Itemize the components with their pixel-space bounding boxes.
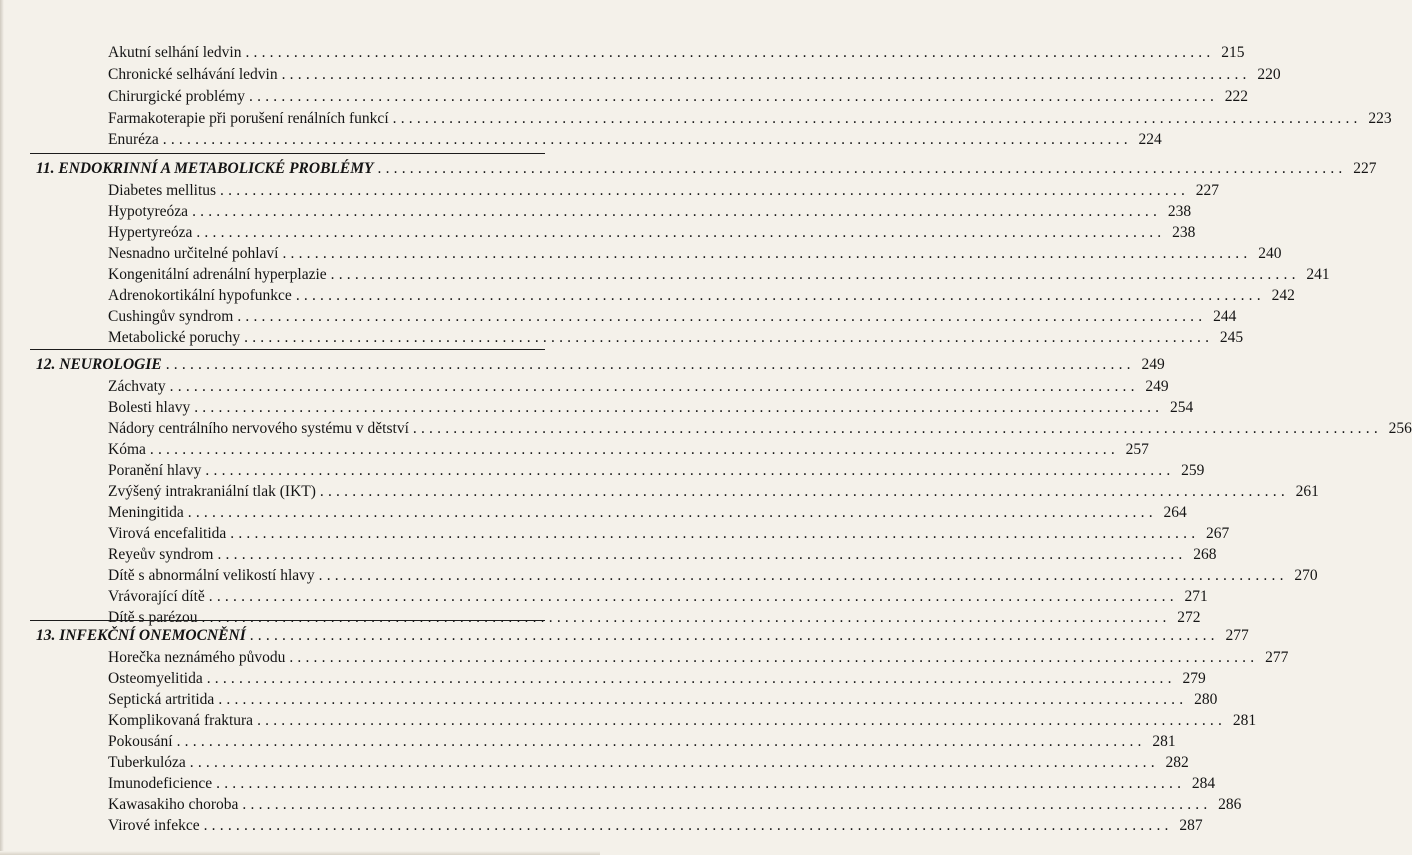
toc-entry-page: 244 <box>1213 308 1237 325</box>
dot-leader: ........................................................................................................................ <box>242 796 1212 813</box>
section-heading-page: 249 <box>1141 356 1165 373</box>
dot-leader: ........................................................................................................................ <box>162 131 1132 148</box>
toc-entry-page: 241 <box>1306 266 1330 283</box>
dot-leader: ........................................................................................................................ <box>281 66 1251 83</box>
toc-entry-title: Vrávorající dítě <box>108 588 205 605</box>
toc-entry-page: 279 <box>1182 670 1206 687</box>
toc-entry[interactable] <box>108 201 1192 223</box>
toc-entry[interactable] <box>108 397 1194 419</box>
toc-entry-page: 257 <box>1125 441 1149 458</box>
dot-leader: ........................................................................................................................ <box>169 378 1139 395</box>
toc-entry-page: 249 <box>1145 378 1169 395</box>
dot-leader: ........................................................................................................................ <box>249 88 1219 105</box>
dot-leader: ........................................................................................................................ <box>412 420 1382 437</box>
dot-leader: ........................................................................................................................ <box>176 733 1146 750</box>
section-heading[interactable] <box>36 625 1249 647</box>
toc-entry-title: Akutní selhání ledvin <box>108 44 242 61</box>
toc-entry-title: Enuréza <box>108 131 159 148</box>
section-heading-title: 12. NEUROLOGIE <box>36 356 162 373</box>
toc-entry-title: Pokousání <box>108 733 173 750</box>
toc-entry-page: 287 <box>1179 817 1203 834</box>
toc-entry[interactable] <box>108 86 1249 108</box>
section-divider <box>30 620 545 621</box>
toc-entry-page: 286 <box>1218 796 1242 813</box>
toc-entry[interactable] <box>108 222 1196 244</box>
toc-entry-title: Poranění hlavy <box>108 462 202 479</box>
toc-entry-title: Cushingův syndrom <box>108 308 234 325</box>
toc-entry-title: Farmakoterapie při porušení renálních funkcí <box>108 110 389 127</box>
toc-entry[interactable] <box>108 794 1242 816</box>
toc-entry[interactable] <box>108 731 1176 753</box>
toc-entry[interactable] <box>108 264 1330 286</box>
toc-entry-title: Diabetes mellitus <box>108 182 217 199</box>
section-heading-title: 13. INFEKČNÍ ONEMOCNĚNÍ <box>36 627 246 644</box>
toc-entry-page: 284 <box>1191 775 1216 792</box>
toc-entry[interactable] <box>108 180 1220 202</box>
toc-entry-page: 282 <box>1165 754 1189 771</box>
dot-leader: ........................................................................................................................ <box>319 483 1289 500</box>
section-divider <box>30 349 545 350</box>
toc-entry-page: 227 <box>1195 182 1220 199</box>
dot-leader: ........................................................................................................................ <box>289 649 1259 666</box>
toc-entry-title: Horečka neznámého původu <box>108 649 286 666</box>
dot-leader: ........................................................................................................................ <box>257 712 1227 729</box>
toc-entry-title: Virová encefalitida <box>108 525 227 542</box>
toc-entry-title: Záchvaty <box>108 378 166 395</box>
toc-entry-title: Dítě s abnormální velikostí hlavy <box>108 567 315 584</box>
toc-entry[interactable] <box>108 460 1205 482</box>
toc-entry[interactable] <box>108 647 1289 669</box>
dot-leader: ........................................................................................................................ <box>216 775 1186 792</box>
dot-leader: ........................................................................................................................ <box>206 670 1176 687</box>
toc-entry[interactable] <box>108 689 1218 711</box>
toc-entry[interactable] <box>108 544 1217 566</box>
toc-entry[interactable] <box>108 129 1162 151</box>
section-heading-page: 277 <box>1225 627 1249 644</box>
toc-entry-page: 271 <box>1184 588 1208 605</box>
dot-leader: ........................................................................................................................ <box>165 356 1135 373</box>
dot-leader: ........................................................................................................................ <box>189 754 1159 771</box>
toc-entry[interactable] <box>108 108 1392 130</box>
dot-leader: ........................................................................................................................ <box>230 525 1200 542</box>
toc-entry[interactable] <box>108 306 1237 328</box>
dot-leader: ........................................................................................................................ <box>220 182 1190 199</box>
toc-entry-page: 268 <box>1193 546 1217 563</box>
toc-entry[interactable] <box>108 523 1230 545</box>
toc-entry-title: Kóma <box>108 441 146 458</box>
toc-entry-title: Reyeův syndrom <box>108 546 214 563</box>
toc-entry-page: 240 <box>1258 245 1282 262</box>
toc-entry-page: 245 <box>1219 329 1244 346</box>
toc-entry[interactable] <box>108 502 1187 524</box>
toc-entry-title: Komplikovaná fraktura <box>108 712 254 729</box>
toc-entry[interactable] <box>108 418 1412 440</box>
dot-leader: ........................................................................................................................ <box>318 567 1288 584</box>
toc-entry[interactable] <box>108 710 1257 732</box>
dot-leader: ........................................................................................................................ <box>245 44 1215 61</box>
toc-entry-page: 256 <box>1388 420 1412 437</box>
dot-leader: ........................................................................................................................ <box>295 287 1265 304</box>
toc-entry-title: Nádory centrálního nervového systému v dětství <box>108 420 409 437</box>
toc-entry-title: Kawasakiho choroba <box>108 796 239 813</box>
toc-entry[interactable] <box>108 327 1244 349</box>
dot-leader: ........................................................................................................................ <box>208 588 1178 605</box>
toc-entry[interactable] <box>108 439 1149 461</box>
toc-entry-title: Chronické selhávání ledvin <box>108 66 278 83</box>
section-heading[interactable] <box>36 158 1377 180</box>
toc-entry-title: Hypotyreóza <box>108 203 189 220</box>
dot-leader: ........................................................................................................................ <box>205 462 1175 479</box>
toc-entry-title: Hypertyreóza <box>108 224 193 241</box>
toc-entry-title: Imunodeficience <box>108 775 213 792</box>
toc-entry-page: 242 <box>1271 287 1295 304</box>
toc-entry-page: 272 <box>1177 609 1201 626</box>
toc-entry-page: 222 <box>1224 88 1249 105</box>
toc-entry-title: Nesnadno určitelné pohlaví <box>108 245 279 262</box>
toc-entry[interactable] <box>108 815 1203 837</box>
toc-entry-title: Virové infekce <box>108 817 200 834</box>
dot-leader: ........................................................................................................................ <box>392 110 1362 127</box>
toc-entry-page: 259 <box>1181 462 1205 479</box>
toc-entry-title: Chirurgické problémy <box>108 88 246 105</box>
section-heading[interactable] <box>36 354 1165 376</box>
toc-entry-page: 277 <box>1265 649 1289 666</box>
toc-entry[interactable] <box>108 752 1189 774</box>
toc-entry[interactable] <box>108 243 1282 265</box>
toc-entry-title: Septická artritida <box>108 691 215 708</box>
toc-entry-title: Osteomyelitida <box>108 670 203 687</box>
dot-leader: ........................................................................................................................ <box>196 224 1166 241</box>
section-heading-page: 227 <box>1353 160 1377 177</box>
dot-leader: ........................................................................................................................ <box>192 203 1162 220</box>
page-edge-shadow <box>0 0 4 855</box>
dot-leader: ........................................................................................................................ <box>249 627 1219 644</box>
dot-leader: ........................................................................................................................ <box>282 245 1252 262</box>
toc-entry-title: Dítě s parézou <box>108 609 198 626</box>
toc-entry-title: Adrenokortikální hypofunkce <box>108 287 292 304</box>
dot-leader: ........................................................................................................................ <box>187 504 1157 521</box>
dot-leader: ........................................................................................................................ <box>201 609 1171 626</box>
toc-entry[interactable] <box>108 481 1319 503</box>
toc-entry[interactable] <box>108 376 1169 398</box>
toc-entry-page: 280 <box>1194 691 1218 708</box>
toc-entry-page: 220 <box>1257 66 1281 83</box>
toc-entry[interactable] <box>108 668 1206 690</box>
toc-entry-page: 215 <box>1221 44 1245 61</box>
dot-leader: ........................................................................................................................ <box>218 691 1188 708</box>
toc-entry-title: Meningitida <box>108 504 184 521</box>
dot-leader: ........................................................................................................................ <box>217 546 1187 563</box>
toc-entry-page: 264 <box>1163 504 1187 521</box>
toc-entry-title: Zvýšený intrakraniální tlak (IKT) <box>108 483 316 500</box>
dot-leader: ........................................................................................................................ <box>149 441 1119 458</box>
toc-entry[interactable] <box>108 64 1281 86</box>
toc-entry-page: 261 <box>1295 483 1319 500</box>
toc-entry-page: 238 <box>1167 203 1192 220</box>
toc-entry-page: 223 <box>1368 110 1392 127</box>
toc-entry-title: Bolesti hlavy <box>108 399 191 416</box>
section-heading-title: 11. ENDOKRINNÍ A METABOLICKÉ PROBLÉMY <box>36 160 374 177</box>
toc-entry-page: 270 <box>1294 567 1318 584</box>
toc-entry-page: 281 <box>1232 712 1257 729</box>
section-divider <box>30 153 545 154</box>
toc-entry-title: Metabolické poruchy <box>108 329 241 346</box>
toc-entry[interactable] <box>108 586 1208 608</box>
toc-entry[interactable] <box>108 773 1216 795</box>
toc-entry[interactable] <box>108 42 1245 64</box>
toc-entry-page: 224 <box>1138 131 1162 148</box>
toc-entry-page: 254 <box>1169 399 1194 416</box>
toc-entry-page: 238 <box>1172 224 1196 241</box>
dot-leader: ........................................................................................................................ <box>203 817 1173 834</box>
dot-leader: ........................................................................................................................ <box>244 329 1214 346</box>
dot-leader: ........................................................................................................................ <box>377 160 1347 177</box>
page-bottom-edge <box>0 851 600 855</box>
toc-entry-page: 267 <box>1206 525 1230 542</box>
dot-leader: ........................................................................................................................ <box>194 399 1164 416</box>
toc-entry-title: Kongenitální adrenální hyperplazie <box>108 266 327 283</box>
toc-entry-page: 281 <box>1152 733 1176 750</box>
dot-leader: ........................................................................................................................ <box>330 266 1300 283</box>
toc-entry[interactable] <box>108 285 1295 307</box>
toc-entry-title: Tuberkulóza <box>108 754 186 771</box>
toc-entry[interactable] <box>108 565 1318 587</box>
dot-leader: ........................................................................................................................ <box>237 308 1207 325</box>
